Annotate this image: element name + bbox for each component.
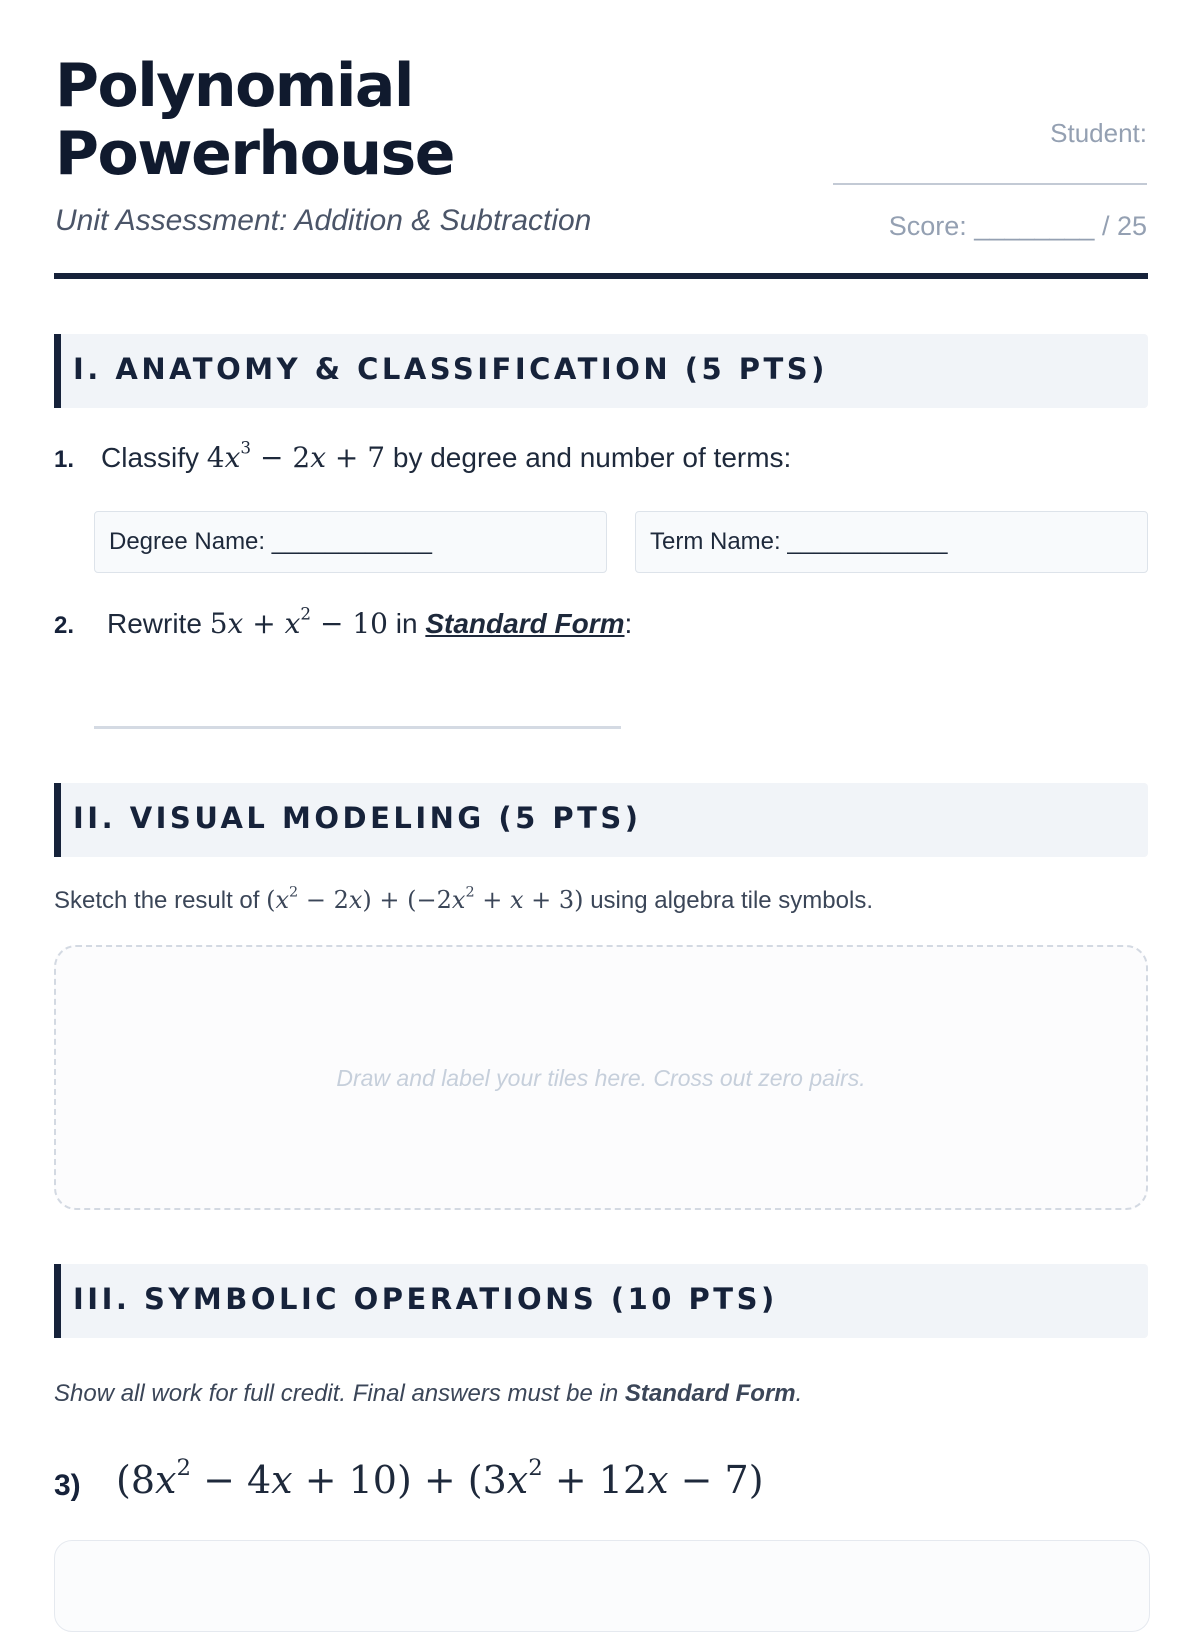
header-divider (54, 273, 1148, 279)
sketch-area[interactable] (54, 945, 1148, 1210)
math-expression: $(8x^2 - 4x + 10) + (3x^2 + 12x - 7)$ (116, 1454, 764, 1502)
section-header-visual-modeling (54, 783, 1148, 857)
question-number-2: 2. (54, 612, 75, 639)
math-expression: $4x^3 - 2x + 7$ (206, 437, 386, 474)
question-2-answer-line[interactable] (94, 726, 621, 729)
degree-name-field[interactable] (94, 511, 607, 573)
section-title: III. SYMBOLIC OPERATIONS (10 PTS) (73, 1282, 778, 1316)
score-field (889, 211, 1147, 242)
section-header-anatomy (54, 334, 1148, 408)
math-expression: $(x^2 - 2x) + (-2x^2 + x + 3)$ (266, 884, 584, 914)
question-3-expression (116, 1454, 764, 1503)
score-total: / 25 (1101, 211, 1147, 241)
term-name-field[interactable] (635, 511, 1148, 573)
standard-form-emphasis: Standard Form (624, 1380, 796, 1407)
term-name-label: Term Name: ____________ (650, 528, 948, 555)
standard-form-emphasis: Standard Form (425, 608, 625, 639)
math-expression: $5x + x^2 - 10$ (209, 603, 388, 640)
sketch-placeholder: Draw and label your tiles here. Cross out zero pairs. (336, 1065, 866, 1091)
degree-name-label: Degree Name: ____________ (109, 528, 432, 555)
section-header-symbolic-operations (54, 1264, 1148, 1338)
question-number-3: 3) (54, 1469, 81, 1502)
question-2-text: Rewrite $5x + x^2 - 10$ in Standard Form: (107, 603, 633, 640)
page-title (55, 52, 615, 188)
section-title: I. ANATOMY & CLASSIFICATION (5 PTS) (73, 352, 828, 386)
question-1-text: Classify $4x^3 - 2x + 7$ by degree and number of terms: (101, 437, 792, 474)
score-label: Score: (888, 211, 967, 241)
title-line-1: Polynomial (55, 51, 413, 121)
symbolic-instruction: Show all work for full credit. Final answers must be in Standard Form. (54, 1380, 803, 1407)
page-subtitle: Unit Assessment: Addition & Subtraction (55, 204, 592, 237)
student-label: Student: (1050, 118, 1147, 148)
title-line-2: Powerhouse (55, 119, 454, 189)
student-name-line[interactable] (833, 183, 1147, 185)
visual-instruction: Sketch the result of $(x^2 - 2x) + (-2x^2 + x + 3)$ using algebra tile symbols. (54, 884, 873, 914)
section-title: II. VISUAL MODELING (5 PTS) (73, 801, 642, 835)
question-3-work-area[interactable] (54, 1540, 1150, 1632)
score-blank[interactable]: ________ (974, 211, 1095, 241)
question-number-1: 1. (54, 446, 75, 473)
